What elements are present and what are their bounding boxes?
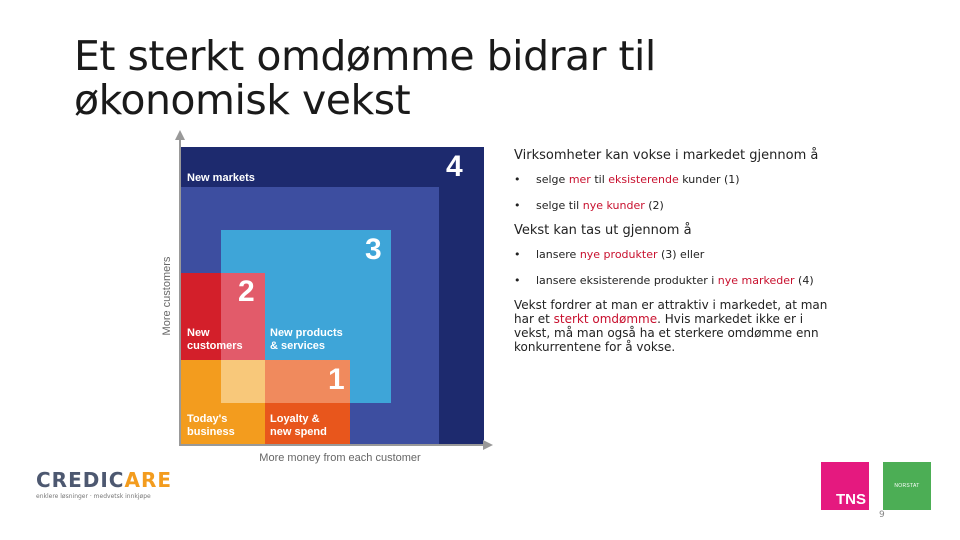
y-axis-arrow-icon: [175, 130, 185, 140]
list-item: [514, 173, 834, 187]
tns-logo: [821, 462, 869, 510]
norstat-wordmark: NORSTAT: [894, 483, 920, 489]
intro-paragraph: Virksomheter kan vokse i markedet gjennom å: [514, 148, 819, 163]
label-new-customers: New customers: [187, 327, 243, 352]
core-overlap-box: [221, 360, 265, 403]
tns-wordmark: TNS: [836, 491, 866, 508]
number-2: 2: [238, 275, 255, 308]
y-axis-label: More customers: [161, 256, 173, 336]
todays-business-upper-box: [180, 360, 221, 403]
credicare-wordmark-part: ARE: [124, 468, 173, 492]
growth-matrix-diagram: [150, 130, 500, 470]
title-line-2: økonomisk vekst: [74, 76, 411, 124]
bullet-icon: •: [514, 248, 521, 261]
closing-text: . Hvis markedet ikke er i vekst, må man også ha et sterkere omdømme enn konkurrentene for å vokse.: [514, 312, 819, 354]
bullet-text: kunder (1): [678, 173, 740, 186]
number-4: 4: [446, 150, 463, 183]
title-line-1: Et sterkt omdømme bidrar til: [74, 32, 656, 80]
credicare-tagline: enklere løsninger · medvetsk innkjøpe: [36, 493, 151, 500]
label-loyalty: Loyalty & new spend: [270, 413, 327, 438]
list-item: [514, 274, 834, 288]
list-item: [514, 199, 834, 213]
bullet-icon: •: [514, 274, 521, 287]
closing-text: Vekst fordrer at man er attraktiv i markedet, at man har et: [514, 298, 828, 326]
number-1: 1: [328, 363, 345, 396]
closing-emphasis: sterkt omdømme: [553, 312, 658, 326]
bullet-text: (3) eller: [657, 248, 705, 261]
bullet-icon: •: [514, 199, 521, 212]
label-todays-business: Today's business: [187, 413, 235, 438]
y-axis-line: [179, 134, 181, 446]
norstat-logo: [883, 462, 931, 510]
bullet-text: selge: [536, 173, 569, 186]
bullet-text: (2): [644, 199, 664, 212]
credicare-logo: [36, 468, 173, 502]
x-axis-line: [179, 444, 484, 446]
closing-paragraph: [514, 298, 834, 354]
bullet-text: lansere eksisterende produkter i: [536, 274, 718, 287]
bullet-emphasis: eksisterende: [608, 173, 679, 186]
intro-paragraph-2: Vekst kan tas ut gjennom å: [514, 223, 692, 238]
bullet-text: selge til: [536, 199, 583, 212]
bullet-emphasis: nye kunder: [582, 199, 645, 212]
label-new-markets: New markets: [187, 172, 255, 184]
bullet-emphasis: nye produkter: [579, 248, 658, 261]
bullet-icon: •: [514, 173, 521, 186]
list-item: [514, 248, 834, 262]
x-axis-arrow-icon: [483, 440, 493, 450]
page-number: 9: [879, 510, 885, 520]
body-text: [514, 148, 834, 354]
bullet-emphasis: nye markeder: [717, 274, 795, 287]
x-axis-label: More money from each customer: [259, 452, 421, 464]
bullet-text: til: [590, 173, 609, 186]
bullet-text: lansere: [536, 248, 580, 261]
bullet-emphasis: mer: [568, 173, 591, 186]
credicare-wordmark: [36, 468, 173, 492]
bullet-text: (4): [794, 274, 814, 287]
credicare-wordmark-part: CREDIC: [36, 468, 125, 492]
number-3: 3: [365, 233, 382, 266]
page-title: [74, 34, 714, 122]
label-new-products: New products & services: [270, 327, 343, 352]
